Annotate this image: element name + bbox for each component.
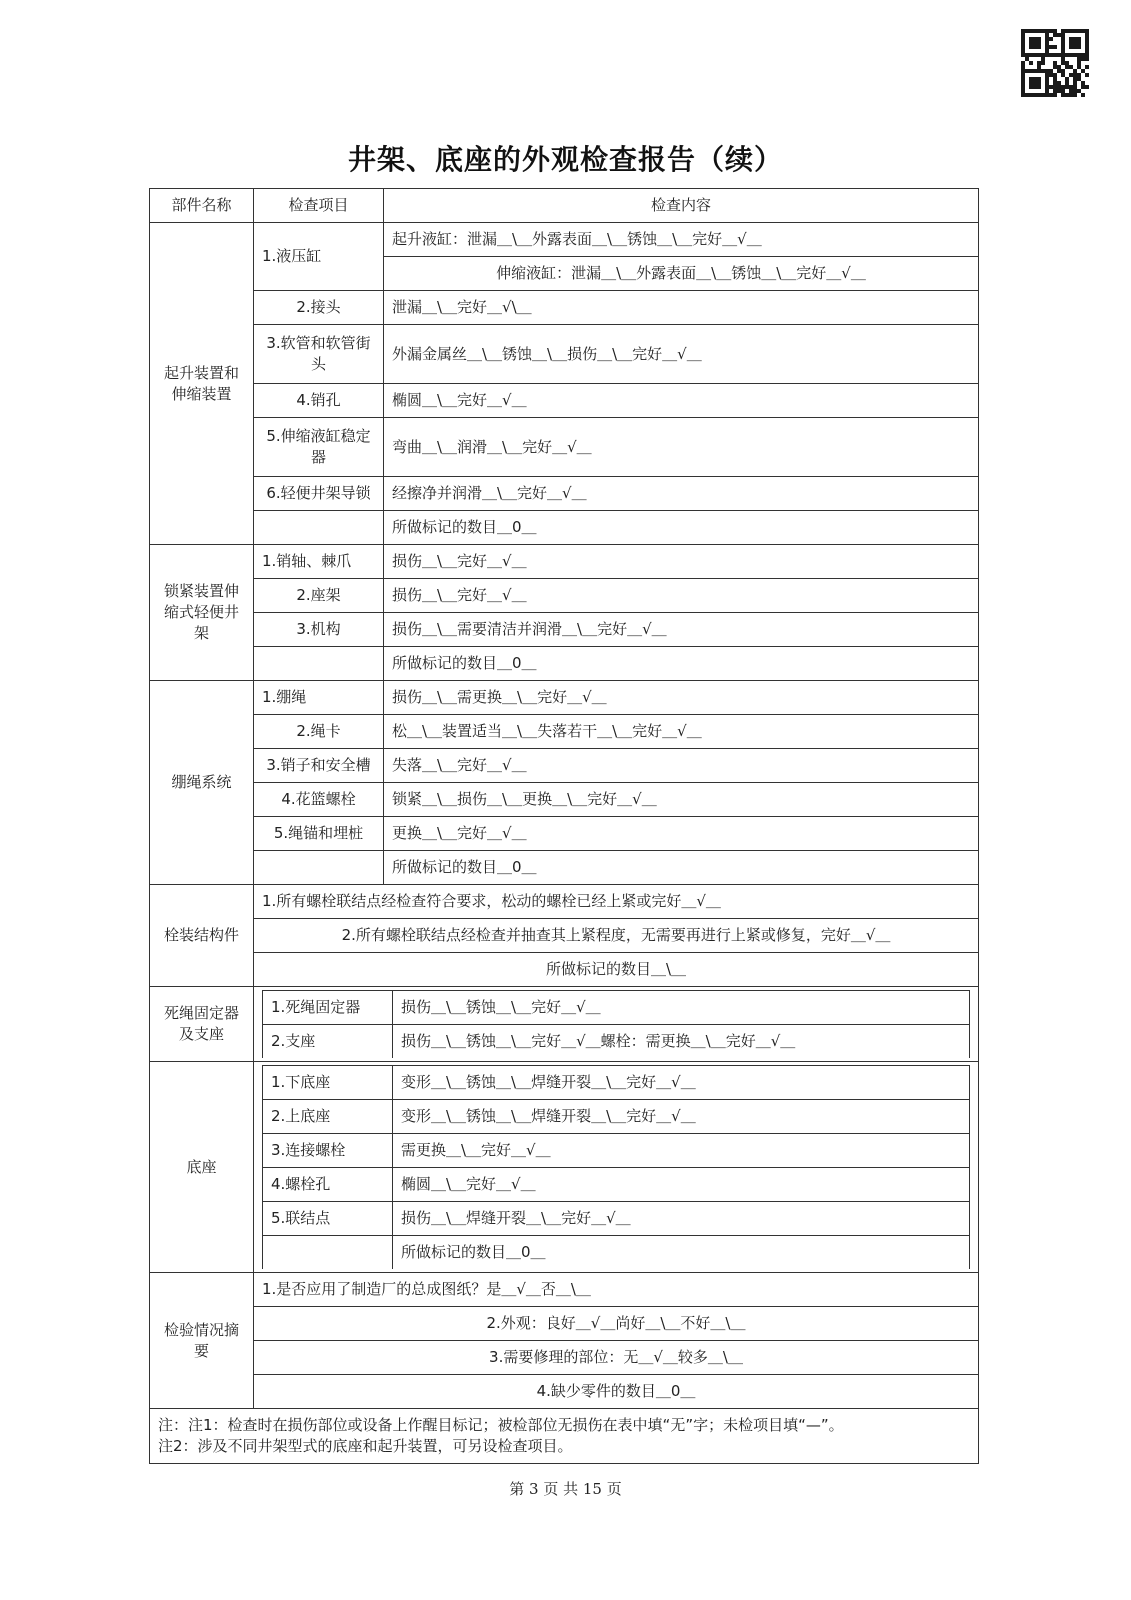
item-label-empty xyxy=(254,647,384,681)
item-content: 外漏金属丝＿\＿锈蚀＿\＿损伤＿\＿完好＿√＿ xyxy=(384,325,979,384)
item-label: 5.绳锚和埋桩 xyxy=(254,817,384,851)
summary-line: 1.是否应用了制造厂的总成图纸？是＿√＿否＿\＿ xyxy=(254,1273,979,1307)
page-number: 第 3 页 共 15 页 xyxy=(509,1480,622,1498)
item-content: 损伤＿\＿需要清洁并润滑＿\＿完好＿√＿ xyxy=(384,613,979,647)
item-label: 3.机构 xyxy=(254,613,384,647)
item-label: 1.销轴、棘爪 xyxy=(254,545,384,579)
section-lifting: 起升装置和伸缩装置 xyxy=(150,223,254,545)
section-bolted: 栓装结构件 xyxy=(150,885,254,987)
marks-count: 所做标记的数目＿0＿ xyxy=(384,647,979,681)
base-subtable xyxy=(262,1065,970,1269)
marks-count: 所做标记的数目＿0＿ xyxy=(384,851,979,885)
item-label: 4.销孔 xyxy=(254,384,384,418)
header-check-item: 检查项目 xyxy=(254,189,384,223)
section-rope: 绷绳系统 xyxy=(150,681,254,885)
item-content: 需更换＿\＿完好＿√＿ xyxy=(393,1134,970,1168)
item-label: 2.上底座 xyxy=(263,1100,393,1134)
item-content: 损伤＿\＿完好＿√＿ xyxy=(384,579,979,613)
item-label: 1.液压缸 xyxy=(254,223,384,291)
item-label: 3.软管和软管街头 xyxy=(254,325,384,384)
note-2: 注2：涉及不同井架型式的底座和起升装置，可另设检查项目。 xyxy=(158,1437,573,1455)
base-subtable-cell xyxy=(254,1062,979,1273)
item-label: 5.伸缩液缸稳定器 xyxy=(254,418,384,477)
item-content: 椭圆＿\＿完好＿√＿ xyxy=(384,384,979,418)
section-deadline: 死绳固定器及支座 xyxy=(150,987,254,1062)
note-1: 注：注1：检查时在损伤部位或设备上作醒目标记；被检部位无损伤在表中填“无”字；未检项目填“—”。 xyxy=(158,1416,844,1434)
item-content: 损伤＿\＿焊缝开裂＿\＿完好＿√＿ xyxy=(393,1202,970,1236)
item-label: 2.座架 xyxy=(254,579,384,613)
item-content: 椭圆＿\＿完好＿√＿ xyxy=(393,1168,970,1202)
item-content: 泄漏＿\＿完好＿√\＿ xyxy=(384,291,979,325)
item-content: 更换＿\＿完好＿√＿ xyxy=(384,817,979,851)
item-label: 6.轻便井架导锁 xyxy=(254,477,384,511)
item-content: 失落＿\＿完好＿√＿ xyxy=(384,749,979,783)
item-content: 损伤＿\＿锈蚀＿\＿完好＿√＿ xyxy=(393,991,970,1025)
item-label: 2.支座 xyxy=(263,1025,393,1059)
item-content: 损伤＿\＿需更换＿\＿完好＿√＿ xyxy=(384,681,979,715)
deadline-subtable-cell xyxy=(254,987,979,1062)
page-title: 井架、底座的外观检查报告（续） xyxy=(347,143,783,176)
item-content: 变形＿\＿锈蚀＿\＿焊缝开裂＿\＿完好＿√＿ xyxy=(393,1066,970,1100)
item-label: 3.销子和安全槽 xyxy=(254,749,384,783)
item-content: 1.所有螺栓联结点经检查符合要求，松动的螺栓已经上紧或完好＿√＿ xyxy=(254,885,979,919)
item-content: 伸缩液缸：泄漏＿\＿外露表面＿\＿锈蚀＿\＿完好＿√＿ xyxy=(384,257,979,291)
item-label: 4.花篮螺栓 xyxy=(254,783,384,817)
item-label: 2.接头 xyxy=(254,291,384,325)
item-label: 1.绷绳 xyxy=(254,681,384,715)
deadline-subtable xyxy=(262,990,970,1058)
item-content: 弯曲＿\＿润滑＿\＿完好＿√＿ xyxy=(384,418,979,477)
item-content: 损伤＿\＿锈蚀＿\＿完好＿√＿螺栓：需更换＿\＿完好＿√＿ xyxy=(393,1025,970,1059)
item-label: 1.死绳固定器 xyxy=(263,991,393,1025)
header-part-name: 部件名称 xyxy=(150,189,254,223)
item-content: 松＿\＿装置适当＿\＿失落若干＿\＿完好＿√＿ xyxy=(384,715,979,749)
item-content: 变形＿\＿锈蚀＿\＿焊缝开裂＿\＿完好＿√＿ xyxy=(393,1100,970,1134)
item-label: 2.绳卡 xyxy=(254,715,384,749)
item-content: 起升液缸：泄漏＿\＿外露表面＿\＿锈蚀＿\＿完好＿√＿ xyxy=(384,223,979,257)
section-base: 底座 xyxy=(150,1062,254,1273)
item-label: 3.连接螺栓 xyxy=(263,1134,393,1168)
section-locking: 锁紧装置伸缩式轻便井架 xyxy=(150,545,254,681)
item-label-empty xyxy=(254,851,384,885)
item-content: 锁紧＿\＿损伤＿\＿更换＿\＿完好＿√＿ xyxy=(384,783,979,817)
item-content: 经擦净并润滑＿\＿完好＿√＿ xyxy=(384,477,979,511)
inspection-table xyxy=(149,188,979,1464)
header-check-content: 检查内容 xyxy=(384,189,979,223)
item-label-empty xyxy=(263,1236,393,1270)
item-content: 损伤＿\＿完好＿√＿ xyxy=(384,545,979,579)
summary-line: 2.外观：良好＿√＿尚好＿\＿不好＿\＿ xyxy=(254,1307,979,1341)
notes xyxy=(150,1409,979,1464)
summary-line: 4.缺少零件的数目＿0＿ xyxy=(254,1375,979,1409)
marks-count: 所做标记的数目＿\＿ xyxy=(254,953,979,987)
item-label: 4.螺栓孔 xyxy=(263,1168,393,1202)
item-content: 2.所有螺栓联结点经检查并抽查其上紧程度，无需要再进行上紧或修复，完好＿√＿ xyxy=(254,919,979,953)
section-summary: 检验情况摘要 xyxy=(150,1273,254,1409)
summary-line: 3.需要修理的部位：无＿√＿较多＿\＿ xyxy=(254,1341,979,1375)
item-label-empty xyxy=(254,511,384,545)
marks-count: 所做标记的数目＿0＿ xyxy=(384,511,979,545)
marks-count: 所做标记的数目＿0＿ xyxy=(393,1236,970,1270)
qr-code xyxy=(1021,29,1089,97)
item-label: 5.联结点 xyxy=(263,1202,393,1236)
item-label: 1.下底座 xyxy=(263,1066,393,1100)
